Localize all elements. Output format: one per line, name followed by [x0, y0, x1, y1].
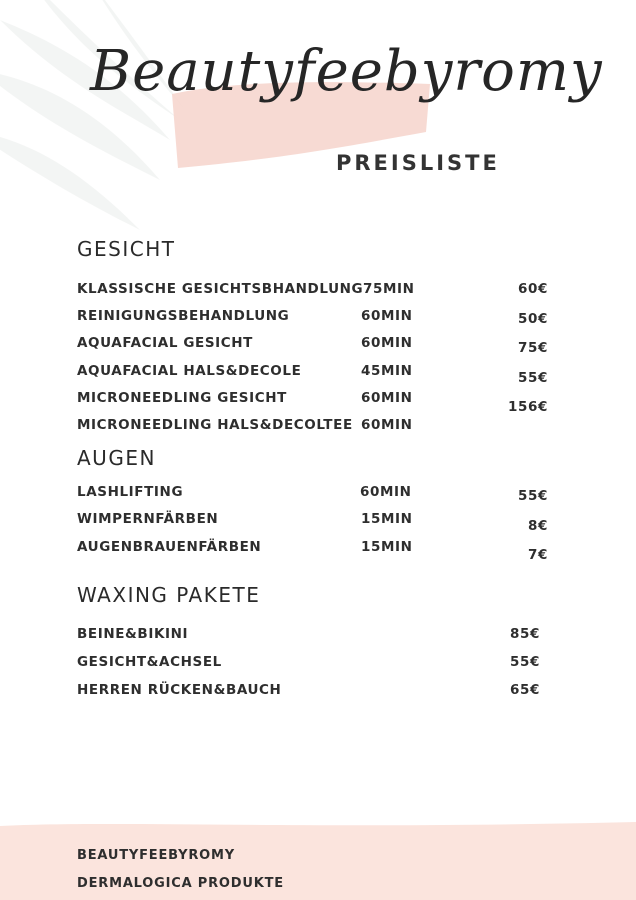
- service-name: HERREN RÜCKEN&BAUCH: [77, 682, 282, 698]
- footer-products: DERMALOGICA PRODUKTE: [77, 876, 284, 891]
- service-price: 156€: [508, 399, 548, 415]
- service-name: AQUAFACIAL HALS&DECOLE: [77, 363, 302, 379]
- service-duration: 60MIN: [361, 390, 413, 406]
- service-price: 85€: [510, 626, 540, 642]
- service-price: 55€: [518, 488, 548, 504]
- section-title-waxing: WAXING PAKETE: [77, 583, 261, 607]
- service-name: KLASSISCHE GESICHTSBHANDLUNG: [77, 281, 364, 297]
- section-title-augen: AUGEN: [77, 446, 156, 470]
- page-subtitle: PREISLISTE: [336, 151, 500, 175]
- service-duration: 60MIN: [360, 484, 412, 500]
- service-name: WIMPERNFÄRBEN: [77, 511, 219, 527]
- service-price: 55€: [518, 370, 548, 386]
- service-name: LASHLIFTING: [77, 484, 184, 500]
- service-name: REINIGUNGSBEHANDLUNG: [77, 308, 290, 324]
- section-title-gesicht: GESICHT: [77, 237, 176, 261]
- service-name: MICRONEEDLING HALS&DECOLTEE: [77, 417, 353, 433]
- service-duration: 45MIN: [361, 363, 413, 379]
- service-duration: 60MIN: [361, 335, 413, 351]
- service-name: AQUAFACIAL GESICHT: [77, 335, 253, 351]
- service-price: 60€: [518, 281, 548, 297]
- service-duration: 60MIN: [361, 417, 413, 433]
- service-name: GESICHT&ACHSEL: [77, 654, 222, 670]
- service-price: 7€: [528, 547, 548, 563]
- service-price: 75€: [518, 340, 548, 356]
- service-price: 55€: [510, 654, 540, 670]
- service-duration: 15MIN: [361, 539, 413, 555]
- service-duration: 60MIN: [361, 308, 413, 324]
- service-duration: 75MIN: [363, 281, 415, 297]
- service-name: MICRONEEDLING GESICHT: [77, 390, 287, 406]
- service-price: 65€: [510, 682, 540, 698]
- service-price: 50€: [518, 311, 548, 327]
- service-name: AUGENBRAUENFÄRBEN: [77, 539, 262, 555]
- service-price: 8€: [528, 518, 548, 534]
- brand-title: Beautyfeebyromy: [90, 39, 603, 104]
- service-name: BEINE&BIKINI: [77, 626, 189, 642]
- footer-brand: BEAUTYFEEBYROMY: [77, 848, 235, 863]
- service-duration: 15MIN: [361, 511, 413, 527]
